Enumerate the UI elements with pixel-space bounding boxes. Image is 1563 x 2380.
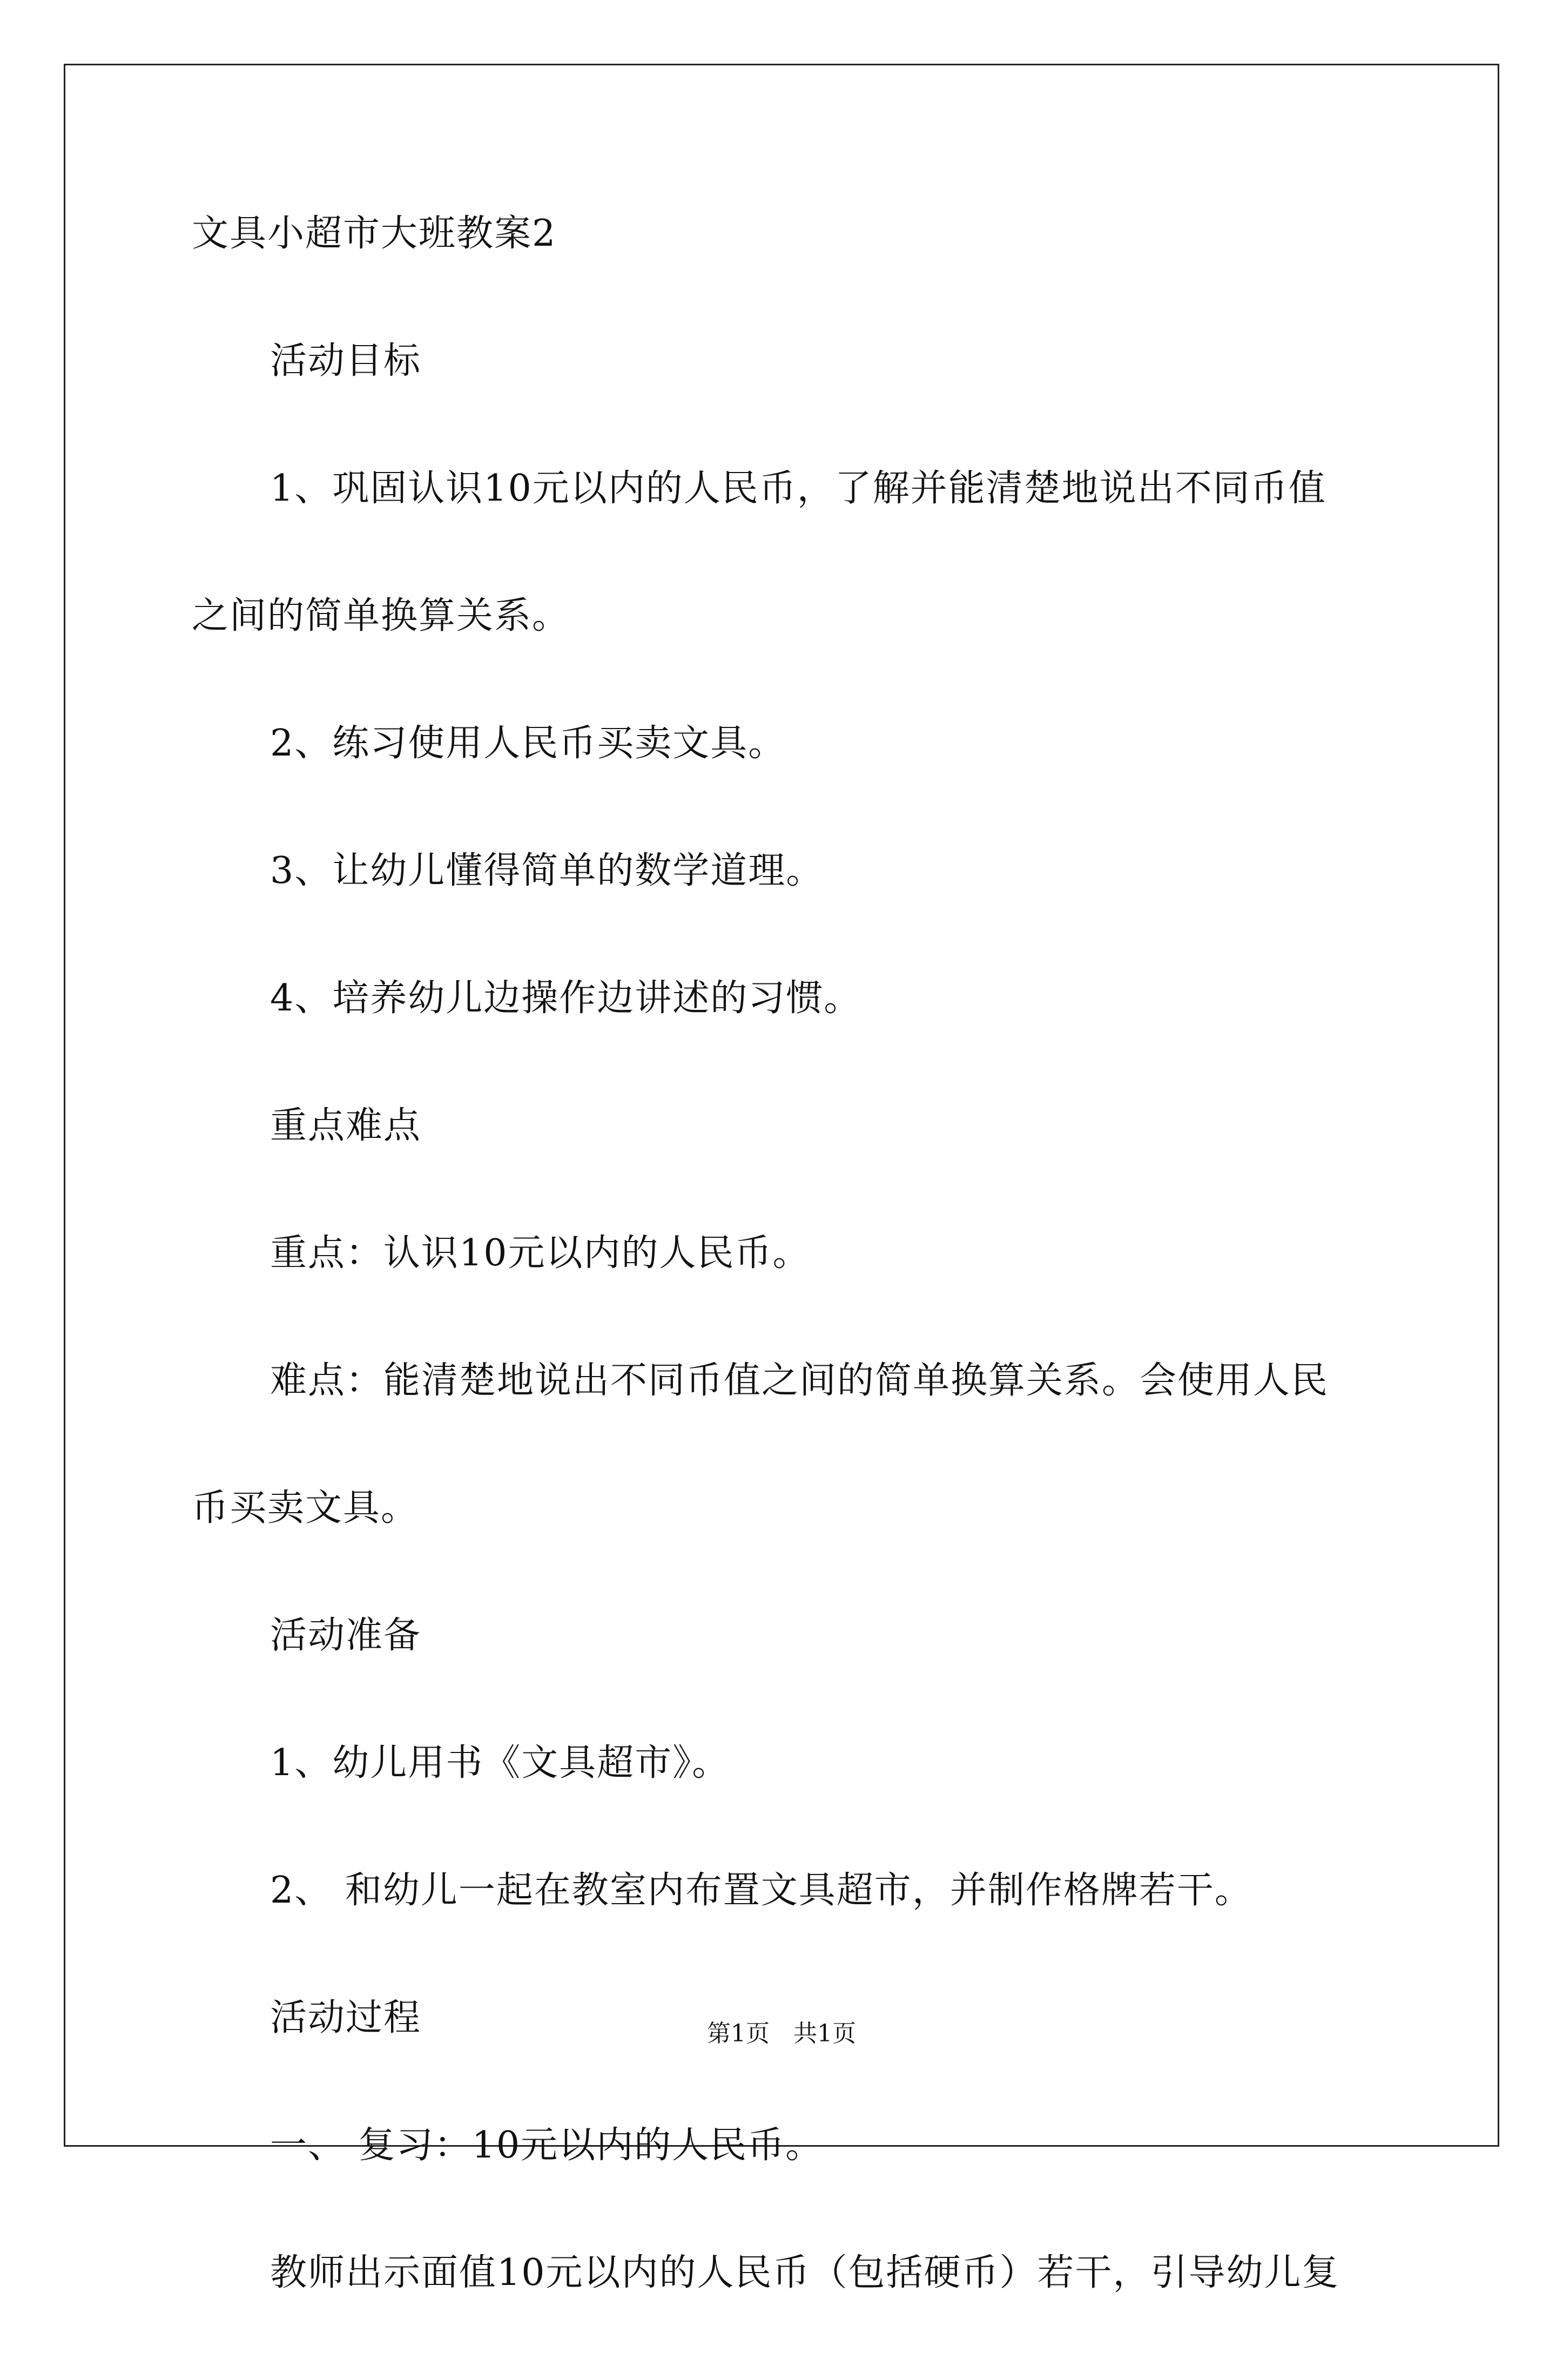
paragraph-goal-4: 4、培养幼儿边操作边讲述的习惯。 — [270, 977, 862, 1020]
document-title: 文具小超市大班教案2 — [192, 212, 557, 255]
paragraph-goal-1 — [192, 468, 1380, 637]
paragraph-line: 1、巩固认识10元以内的人民币，了解并能清楚地说出不同币值 — [270, 467, 1326, 510]
paragraph-prep-1: 1、幼儿用书《文具超市》。 — [270, 1742, 730, 1784]
paragraph-process-2: 教师出示面值10元以内的人民币（包括硬币）若干，引导幼儿复 — [270, 2251, 1340, 2294]
paragraph-goal-2: 2、练习使用人民币买卖文具。 — [270, 722, 786, 765]
paragraph-difficulty — [192, 1360, 1380, 1529]
page-footer: 第1页 共1页 — [707, 2020, 856, 2047]
paragraph-process-1: 一、 复习：10元以内的人民币。 — [270, 2124, 824, 2167]
section-heading-goals: 活动目标 — [270, 340, 422, 382]
document-body — [192, 213, 1380, 2380]
section-heading-preparation: 活动准备 — [270, 1614, 422, 1657]
paragraph-goal-3: 3、让幼儿懂得简单的数学道理。 — [270, 849, 824, 892]
paragraph-line: 币买卖文具。 — [192, 1487, 419, 1529]
section-heading-key-points: 重点难点 — [270, 1104, 422, 1147]
section-heading-process: 活动过程 — [270, 1997, 422, 2039]
paragraph-line: 之间的简单换算关系。 — [192, 595, 570, 637]
paragraph-prep-2: 2、 和幼儿一起在教室内布置文具超市，并制作格牌若干。 — [270, 1869, 1252, 1912]
paragraph-key-point: 重点：认识10元以内的人民币。 — [270, 1232, 811, 1275]
paragraph-line: 难点：能清楚地说出不同币值之间的简单换算关系。会使用人民 — [270, 1359, 1329, 1402]
